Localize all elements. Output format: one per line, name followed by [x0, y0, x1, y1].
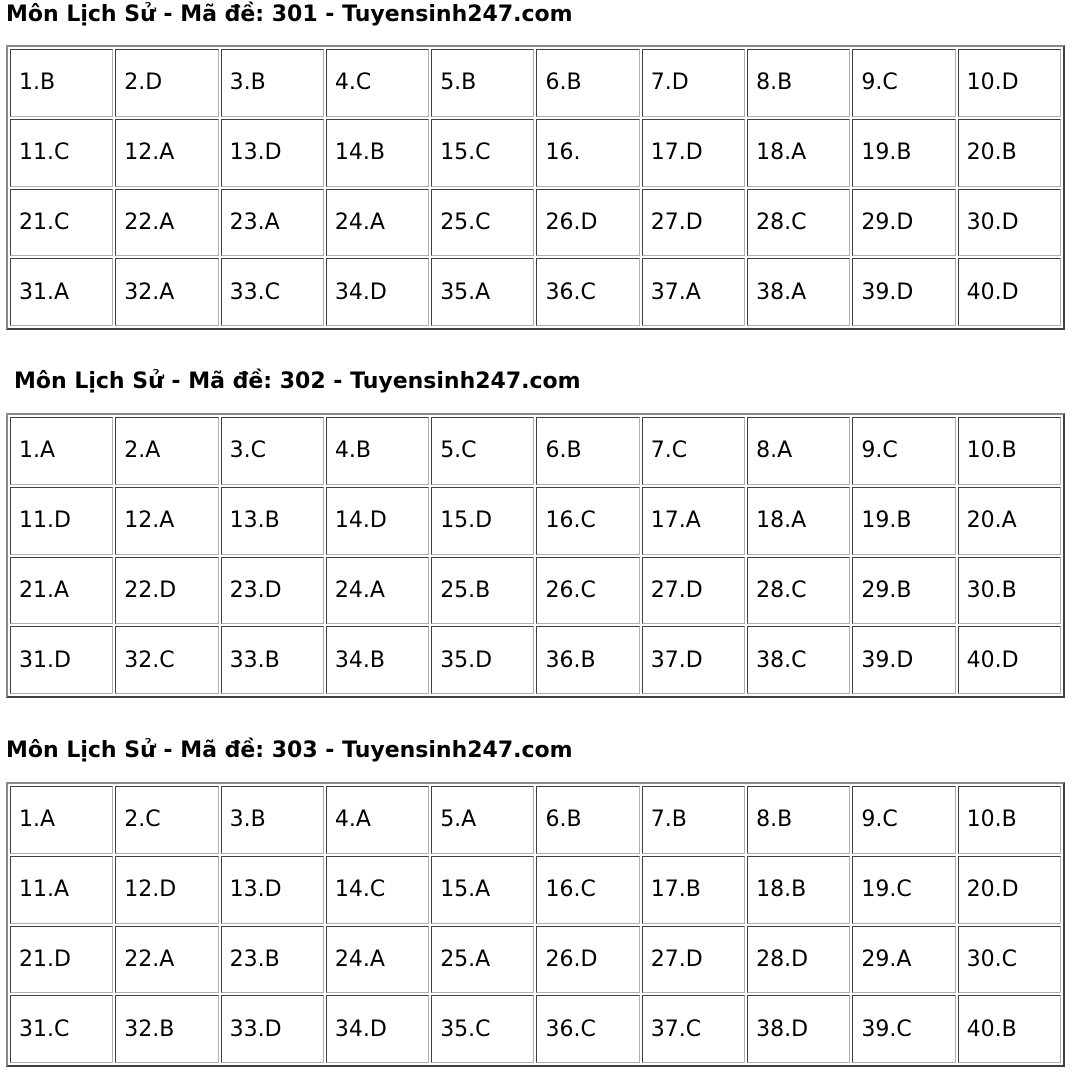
answer-cell: 1.A [10, 417, 113, 485]
answer-cell: 9.C [852, 786, 955, 854]
answer-cell: 21.C [10, 189, 113, 257]
answer-cell: 3.B [221, 49, 324, 117]
answer-cell: 25.C [431, 189, 534, 257]
answer-cell: 31.C [10, 995, 113, 1063]
answer-cell: 22.A [115, 926, 218, 994]
answer-cell: 10.D [958, 49, 1061, 117]
answer-cell: 12.A [115, 119, 218, 187]
section-title: Môn Lịch Sử - Mã đề: 301 - Tuyensinh247.com [6, 2, 573, 27]
answer-cell: 20.B [958, 119, 1061, 187]
answer-cell: 19.C [852, 856, 955, 924]
answer-cell: 17.B [642, 856, 745, 924]
answer-cell: 40.D [958, 258, 1061, 326]
answer-cell: 22.A [115, 189, 218, 257]
answer-cell: 28.C [747, 189, 850, 257]
answer-cell: 38.D [747, 995, 850, 1063]
answer-cell: 18.A [747, 119, 850, 187]
answer-cell: 27.D [642, 189, 745, 257]
answer-cell: 5.B [431, 49, 534, 117]
section-title: Môn Lịch Sử - Mã đề: 303 - Tuyensinh247.com [6, 738, 573, 763]
answer-cell: 22.D [115, 557, 218, 625]
answer-cell: 39.D [852, 626, 955, 694]
answer-cell: 34.B [326, 626, 429, 694]
answer-cell: 15.A [431, 856, 534, 924]
answer-cell: 23.A [221, 189, 324, 257]
answer-cell: 23.D [221, 557, 324, 625]
answer-cell: 8.A [747, 417, 850, 485]
answer-cell: 38.C [747, 626, 850, 694]
answer-cell: 38.A [747, 258, 850, 326]
answer-cell: 26.C [536, 557, 639, 625]
answer-cell: 34.D [326, 258, 429, 326]
answer-cell: 6.B [536, 417, 639, 485]
answer-cell: 11.C [10, 119, 113, 187]
answer-cell: 23.B [221, 926, 324, 994]
answer-row [10, 856, 1061, 924]
answer-cell: 9.C [852, 417, 955, 485]
answer-cell: 11.D [10, 487, 113, 555]
answer-cell: 17.D [642, 119, 745, 187]
answer-cell: 25.B [431, 557, 534, 625]
answer-cell: 29.D [852, 189, 955, 257]
answer-cell: 3.B [221, 786, 324, 854]
answer-cell: 24.A [326, 557, 429, 625]
answer-cell: 35.C [431, 995, 534, 1063]
answer-cell: 18.A [747, 487, 850, 555]
answer-cell: 15.D [431, 487, 534, 555]
answer-cell: 13.B [221, 487, 324, 555]
answer-cell: 16.C [536, 487, 639, 555]
answer-cell: 33.C [221, 258, 324, 326]
answer-cell: 24.A [326, 926, 429, 994]
answer-cell: 36.C [536, 258, 639, 326]
answer-cell: 32.C [115, 626, 218, 694]
answer-cell: 18.B [747, 856, 850, 924]
answer-cell: 14.B [326, 119, 429, 187]
answer-cell: 7.C [642, 417, 745, 485]
answer-cell: 39.C [852, 995, 955, 1063]
answer-cell: 40.B [958, 995, 1061, 1063]
answer-cell: 2.D [115, 49, 218, 117]
answer-cell: 8.B [747, 786, 850, 854]
answer-cell: 19.B [852, 487, 955, 555]
section-title: Môn Lịch Sử - Mã đề: 302 - Tuyensinh247.com [14, 369, 581, 394]
answer-cell: 10.B [958, 417, 1061, 485]
answer-cell: 16. [536, 119, 639, 187]
answer-cell: 37.C [642, 995, 745, 1063]
answer-cell: 3.C [221, 417, 324, 485]
answer-cell: 5.C [431, 417, 534, 485]
answer-cell: 6.B [536, 786, 639, 854]
answer-cell: 8.B [747, 49, 850, 117]
answer-cell: 35.D [431, 626, 534, 694]
answer-cell: 4.B [326, 417, 429, 485]
answer-cell: 19.B [852, 119, 955, 187]
answer-cell: 13.D [221, 119, 324, 187]
answer-cell: 39.D [852, 258, 955, 326]
answer-cell: 7.B [642, 786, 745, 854]
answer-cell: 32.B [115, 995, 218, 1063]
answer-cell: 10.B [958, 786, 1061, 854]
answer-cell: 14.D [326, 487, 429, 555]
answer-cell: 34.D [326, 995, 429, 1063]
answer-cell: 30.B [958, 557, 1061, 625]
answer-cell: 30.D [958, 189, 1061, 257]
answer-cell: 24.A [326, 189, 429, 257]
answer-row [10, 786, 1061, 854]
answer-cell: 30.C [958, 926, 1061, 994]
answer-cell: 36.C [536, 995, 639, 1063]
answer-cell: 1.A [10, 786, 113, 854]
answer-cell: 12.A [115, 487, 218, 555]
answer-cell: 21.A [10, 557, 113, 625]
answer-cell: 25.A [431, 926, 534, 994]
answer-cell: 36.B [536, 626, 639, 694]
answer-cell: 26.D [536, 189, 639, 257]
answer-cell: 40.D [958, 626, 1061, 694]
answer-cell: 20.A [958, 487, 1061, 555]
answer-cell: 35.A [431, 258, 534, 326]
answer-table [6, 782, 1065, 1067]
answer-cell: 2.C [115, 786, 218, 854]
answer-cell: 9.C [852, 49, 955, 117]
answer-cell: 33.D [221, 995, 324, 1063]
answer-cell: 33.B [221, 626, 324, 694]
answer-cell: 13.D [221, 856, 324, 924]
answer-cell: 15.C [431, 119, 534, 187]
answer-cell: 28.D [747, 926, 850, 994]
answer-cell: 26.D [536, 926, 639, 994]
answer-cell: 4.A [326, 786, 429, 854]
answer-cell: 21.D [10, 926, 113, 994]
answer-cell: 27.D [642, 926, 745, 994]
answer-cell: 17.A [642, 487, 745, 555]
answer-row [10, 995, 1061, 1063]
answer-cell: 5.A [431, 786, 534, 854]
answer-cell: 31.A [10, 258, 113, 326]
answer-cell: 29.B [852, 557, 955, 625]
answer-cell: 2.A [115, 417, 218, 485]
answer-cell: 14.C [326, 856, 429, 924]
answer-cell: 37.D [642, 626, 745, 694]
answer-cell: 29.A [852, 926, 955, 994]
answer-cell: 37.A [642, 258, 745, 326]
answer-cell: 28.C [747, 557, 850, 625]
answer-row [10, 926, 1061, 994]
answer-cell: 20.D [958, 856, 1061, 924]
answer-cell: 11.A [10, 856, 113, 924]
answer-cell: 12.D [115, 856, 218, 924]
answer-cell: 6.B [536, 49, 639, 117]
answer-cell: 16.C [536, 856, 639, 924]
answer-cell: 4.C [326, 49, 429, 117]
answer-cell: 32.A [115, 258, 218, 326]
answer-cell: 7.D [642, 49, 745, 117]
answer-cell: 27.D [642, 557, 745, 625]
answer-cell: 1.B [10, 49, 113, 117]
answer-cell: 31.D [10, 626, 113, 694]
